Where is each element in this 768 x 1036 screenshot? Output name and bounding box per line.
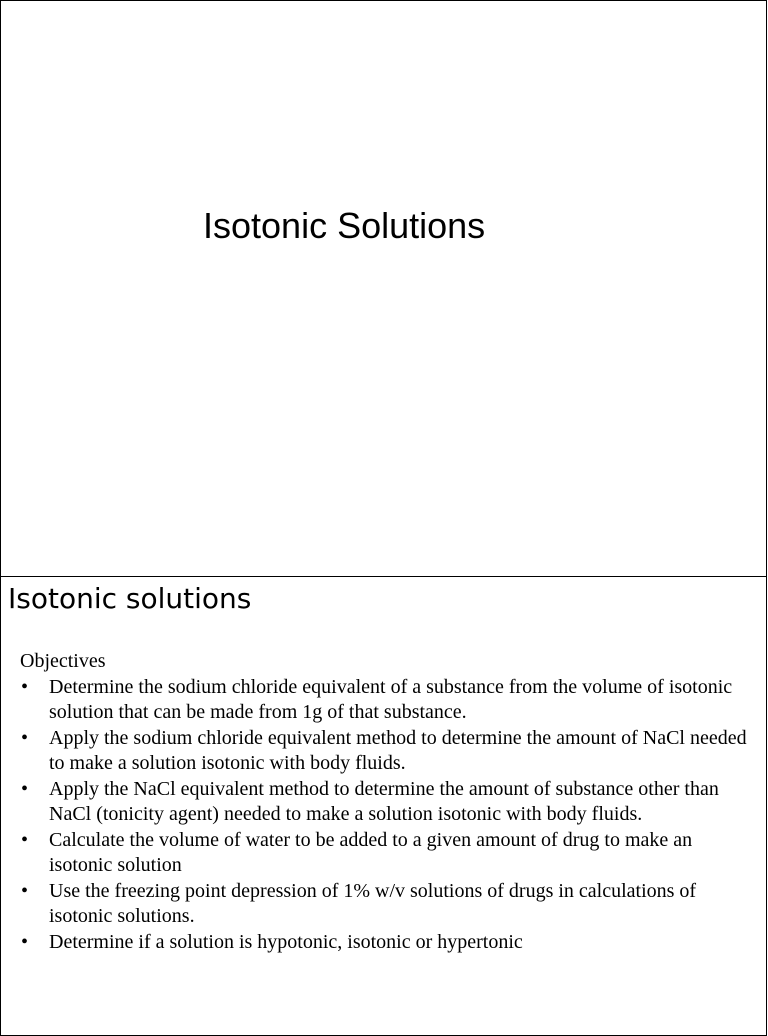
list-item-text: Determine if a solution is hypotonic, isotonic or hypertonic xyxy=(49,930,523,953)
slide-body xyxy=(20,649,750,955)
bullet-icon: • xyxy=(21,879,29,902)
list-item-text: Apply the NaCl equivalent method to determine the amount of substance other than NaCl (tonicity agent) needed to make a solution isotonic with body fluids. xyxy=(49,777,719,825)
list-item-text: Calculate the volume of water to be added to a given amount of drug to make an isotonic solution xyxy=(49,828,693,876)
bullet-icon: • xyxy=(21,675,29,698)
list-item xyxy=(20,726,750,777)
content-slide xyxy=(0,576,767,1036)
objectives-list xyxy=(20,675,750,956)
list-item xyxy=(20,930,750,956)
bullet-icon: • xyxy=(21,777,29,800)
list-item-text: Determine the sodium chloride equivalent of a substance from the volume of isotonic solution that can be made from 1g of that substance. xyxy=(49,675,733,723)
slide-title: Isotonic solutions xyxy=(8,582,252,615)
slide-title: Isotonic Solutions xyxy=(203,205,486,246)
bullet-icon: • xyxy=(21,726,29,749)
bullet-icon: • xyxy=(21,930,29,953)
list-item xyxy=(20,777,750,828)
list-item xyxy=(20,879,750,930)
list-item xyxy=(20,675,750,726)
bullet-icon: • xyxy=(21,828,29,851)
list-item xyxy=(20,828,750,879)
objectives-heading: Objectives xyxy=(20,650,106,672)
list-item-text: Use the freezing point depression of 1% w/v solutions of drugs in calculations of isotonic solutions. xyxy=(49,879,697,927)
list-item-text: Apply the sodium chloride equivalent method to determine the amount of NaCl needed to make a solution isotonic with body fluids. xyxy=(49,726,747,774)
